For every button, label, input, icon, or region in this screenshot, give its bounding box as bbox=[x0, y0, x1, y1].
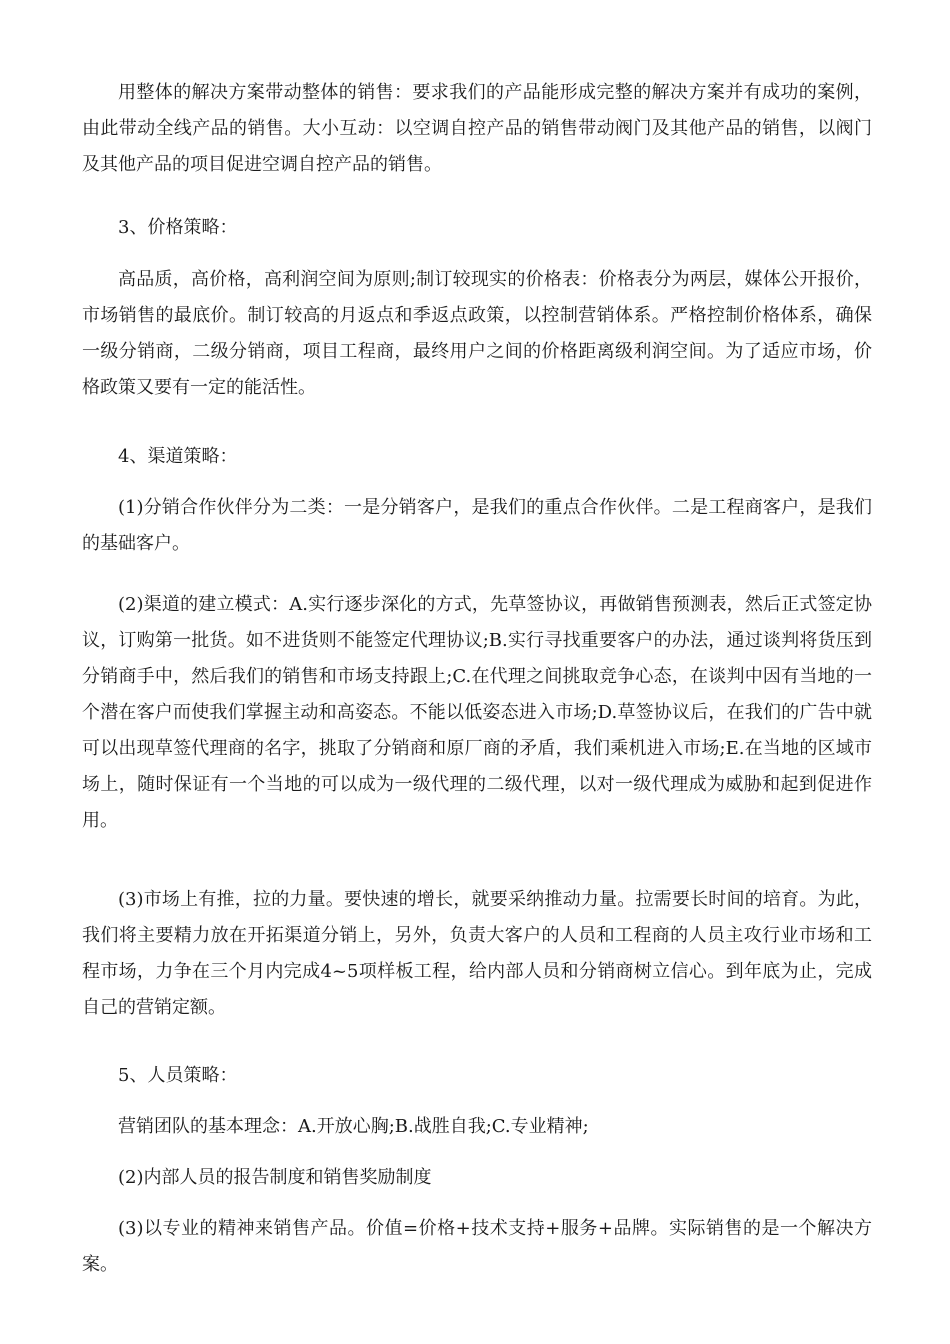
paragraph-solution-sales: 用整体的解决方案带动整体的销售：要求我们的产品能形成完整的解决方案并有成功的案例，由此带动全线产品的销售。大小互动：以空调自控产品的销售带动阀门及其他产品的销售，以阀门及其他产品的项目促进空调自控产品的销售。 bbox=[82, 82, 872, 175]
heading-channel-strategy: 4、渠道策略： bbox=[118, 446, 238, 467]
paragraph-channel-partners: (1)分销合作伙伴分为二类：一是分销客户，是我们的重点合作伙伴。二是工程商客户，是我们的基础客户。 bbox=[82, 497, 872, 554]
paragraph-price-strategy: 高品质，高价格，高利润空间为原则;制订较现实的价格表：价格表分为两层，媒体公开报价，市场销售的最底价。制订较高的月返点和季返点政策，以控制营销体系。严格控制价格体系，确保一级分销商，二级分销商，项目工程商，最终用户之间的价格距离级利润空间。为了适应市场，价格政策又要有一定的能活性。 bbox=[82, 269, 872, 398]
heading-price-strategy: 3、价格策略： bbox=[118, 217, 238, 238]
paragraph-reporting-system: (2)内部人员的报告制度和销售奖励制度 bbox=[118, 1167, 432, 1188]
paragraph-team-philosophy: 营销团队的基本理念：A.开放心胸;B.战胜自我;C.专业精神; bbox=[118, 1116, 589, 1137]
heading-personnel-strategy: 5、人员策略： bbox=[118, 1065, 238, 1086]
paragraph-professional-selling: (3)以专业的精神来销售产品。价值=价格+技术支持+服务+品牌。实际销售的是一个解决方案。 bbox=[82, 1218, 872, 1275]
paragraph-channel-model: (2)渠道的建立模式：A.实行逐步深化的方式，先草签协议，再做销售预测表，然后正式签定协议，订购第一批货。如不进货则不能签定代理协议;B.实行寻找重要客户的办法，通过谈判将货压到分销商手中，然后我们的销售和市场支持跟上;C.在代理之间挑取竞争心态，在谈判中因有当地的一个潜在客户而使我们掌握主动和高姿态。不能以低姿态进入市场;D.草签协议后，在我们的广告中就可以出现草签代理商的名字，挑取了分销商和原厂商的矛盾，我们乘机进入市场;E.在当地的区域市场上，随时保证有一个当地的可以成为一级代理的二级代理，以对一级代理成为威胁和起到促进作用。 bbox=[82, 594, 872, 831]
paragraph-push-pull: (3)市场上有推，拉的力量。要快速的增长，就要采纳推动力量。拉需要长时间的培育。为此，我们将主要精力放在开拓渠道分销上，另外，负责大客户的人员和工程商的人员主攻行业市场和工程市场，力争在三个月内完成4~5项样板工程，给内部人员和分销商树立信心。到年底为止，完成自己的营销定额。 bbox=[82, 889, 872, 1018]
